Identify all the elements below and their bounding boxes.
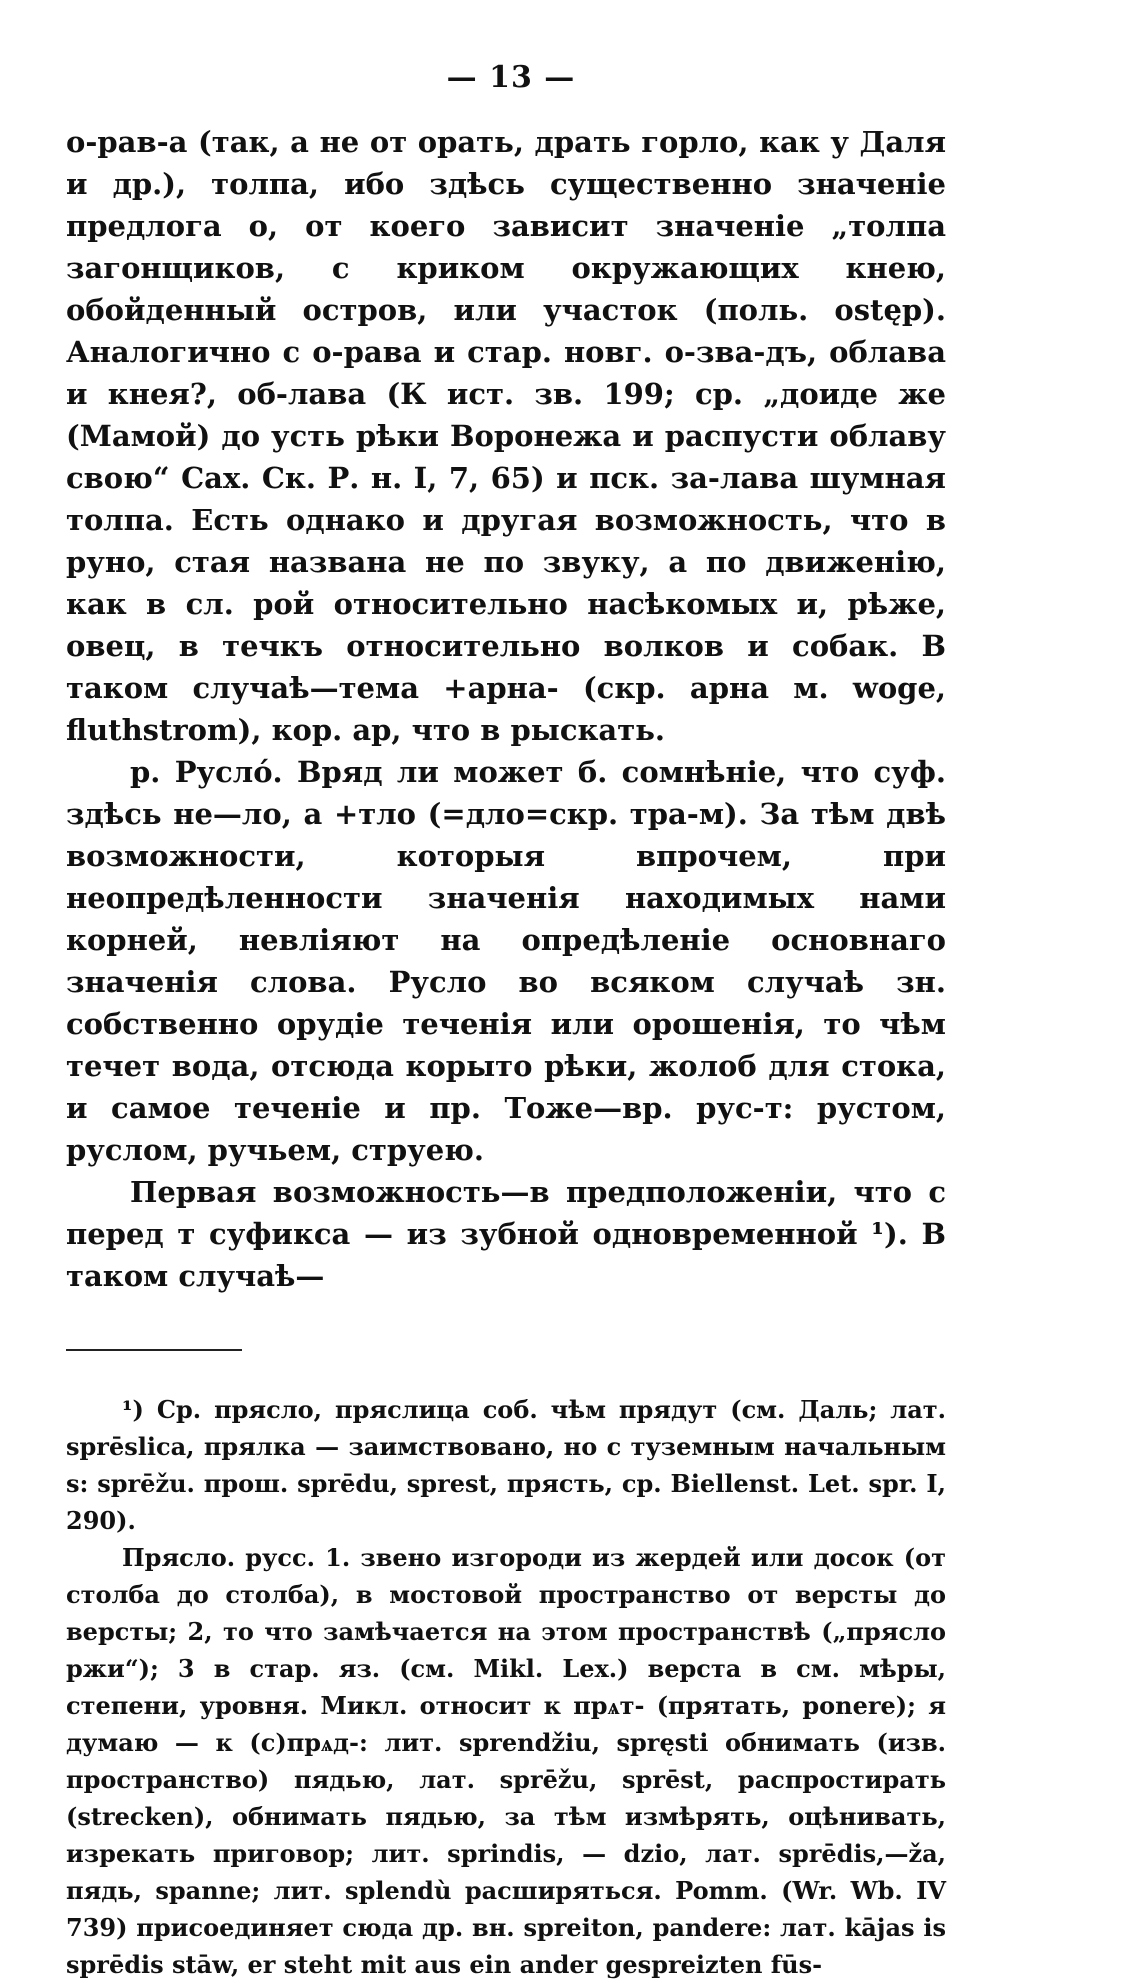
page-number: — 13 —: [446, 60, 576, 95]
footnote-1-continuation: Прясло. русс. 1. звено изгороди из жердей или досок (от столба до столба), в мостовой пространство от версты до версты; 2, то что замѣчается на этом пространствѣ („прясло ржи“); 3 в стар. яз. (см. Mikl. Lex.) верста в см. мѣры, степени, уровня. Микл. относит к прѧт- (прятать, ponere); я думаю — к (с)прѧд-: лит. sprendžiu, spręsti обнимать (изв. пространство) пядью, лат. sprēžu, sprēst, распростирать (strecken), обнимать пядью, за тѣм измѣрять, оцѣнивать, изрекать приговор; лит. sprindis, — dzio, лат. sprēdis,—ža, пядь, spanne; лит. splendù расширяться. Pomm. (Wr. Wb. IV 739) присоединяет сюда др. вн. spreiton, pandere: лат. kājas is sprēdis stāw, er steht mit aus ein ander gespreizten fūs-: [66, 1543, 946, 1979]
paragraph-orava: о-рав-а (так, а не от орать, драть горло, как у Даля и др.), толпа, ибо здѣсь существенно значеніе предлога о, от коего зависит значеніе „толпа загонщиков, с криком окружающих кнею, обойденный остров, или участок (поль. ostęp). Аналогично с о-рава и стар. новг. о-зва-дъ, облава и кнея?, об-лава (К ист. зв. 199; ср. „доиде же (Мамой) до усть рѣки Воронежа и распусти облаву свою“ Сах. Ск. Р. н. I, 7, 65) и пск. за-лава шумная толпа. Есть однако и другая возможность, что в руно, стая названа не по звуку, а по движенію, как в сл. рой относительно насѣкомых и, рѣже, овец, в течкъ относительно волков и собак. В таком случаѣ—тема +арна- (скр. арна м. woge, fluthstrom), кор. ар, что в рыскать.: [66, 125, 946, 747]
footnote-1: ¹) Ср. прясло, пряслица соб. чѣм прядут (см. Даль; лат. sprēslica, прялка — заимствовано, но с туземным начальным s: sprēžu. прош. sprēdu, sprest, прясть, ср. Biellenst. Let. spr. I, 290).: [66, 1395, 946, 1535]
footnote-divider: [66, 1349, 242, 1351]
paragraph-ruslo: р. Русло́. Вряд ли может б. сомнѣніе, что суф. здѣсь не—ло, а +тло (=дло=скр. тра-м). За тѣм двѣ возможности, которыя впрочем, при неопредѣленности значенія находимых нами корней, невліяют на опредѣленіе основнаго значенія слова. Русло во всяком случаѣ зн. собственно орудіе теченія или орошенія, то чѣм течет вода, отсюда корыто рѣки, жолоб для стока, и самое теченіе и пр. Тоже—вр. рус-т: рустом, руслом, ручьем, струею.: [66, 755, 946, 1167]
book-page: [66, 60, 946, 1983]
main-text: [66, 121, 946, 1297]
paragraph-first-possibility: Первая возможность—в предположеніи, что с перед т суфикса — из зубной одновременной ¹). В таком случаѣ—: [66, 1175, 946, 1293]
footnotes: [66, 1391, 946, 1983]
